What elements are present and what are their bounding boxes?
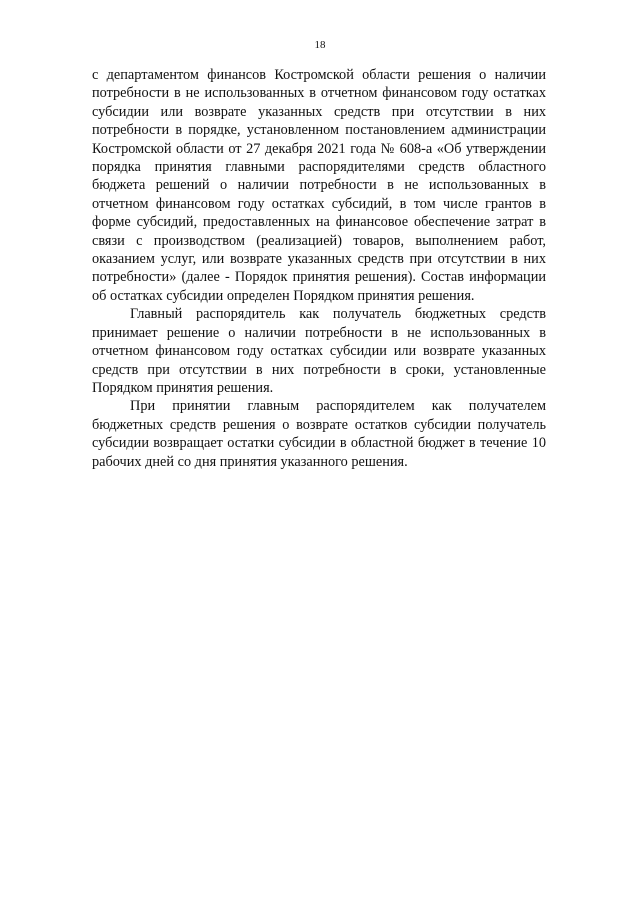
- page-number: 18: [314, 39, 326, 51]
- document-body: [92, 66, 546, 471]
- paragraph-subsidy-return: При принятии главным распорядителем как получателем бюджетных средств решения о возврате остатков субсидии получатель субсидии возвращает остатки субсидии в областной бюджет в течение 10 рабочих дней со дня принятия указанного решения.: [92, 398, 546, 470]
- paragraph-chief-administrator-decision: Главный распорядитель как получатель бюджетных средств принимает решение о наличии потребности в не использованных в отчетном финансовом году остатках субсидии или возврате указанных средств при отсутствии в них потребности в сроки, установленные Порядком принятия решения.: [92, 306, 546, 396]
- paragraph-continuation: с департаментом финансов Костромской области решения о наличии потребности в не использованных в отчетном финансовом году остатках субсидии или возврате указанных средств при отсутствии в них потребности в порядке, установленном постановлением администрации Костромской области от 27 декабря 2021 года № 608-а «Об утверждении порядка принятия главными распорядителями средств областного бюджета решений о наличии потребности в не использованных в отчетном финансовом году остатках субсидий, в том числе грантов в форме субсидий, предоставленных на финансовое обеспечение затрат в связи с производством (реализацией) товаров, выполнением работ, оказанием услуг, или возврате указанных средств при отсутствии в них потребности» (далее - Порядок принятия решения). Состав информации об остатках субсидии определен Порядком принятия решения.: [92, 67, 546, 304]
